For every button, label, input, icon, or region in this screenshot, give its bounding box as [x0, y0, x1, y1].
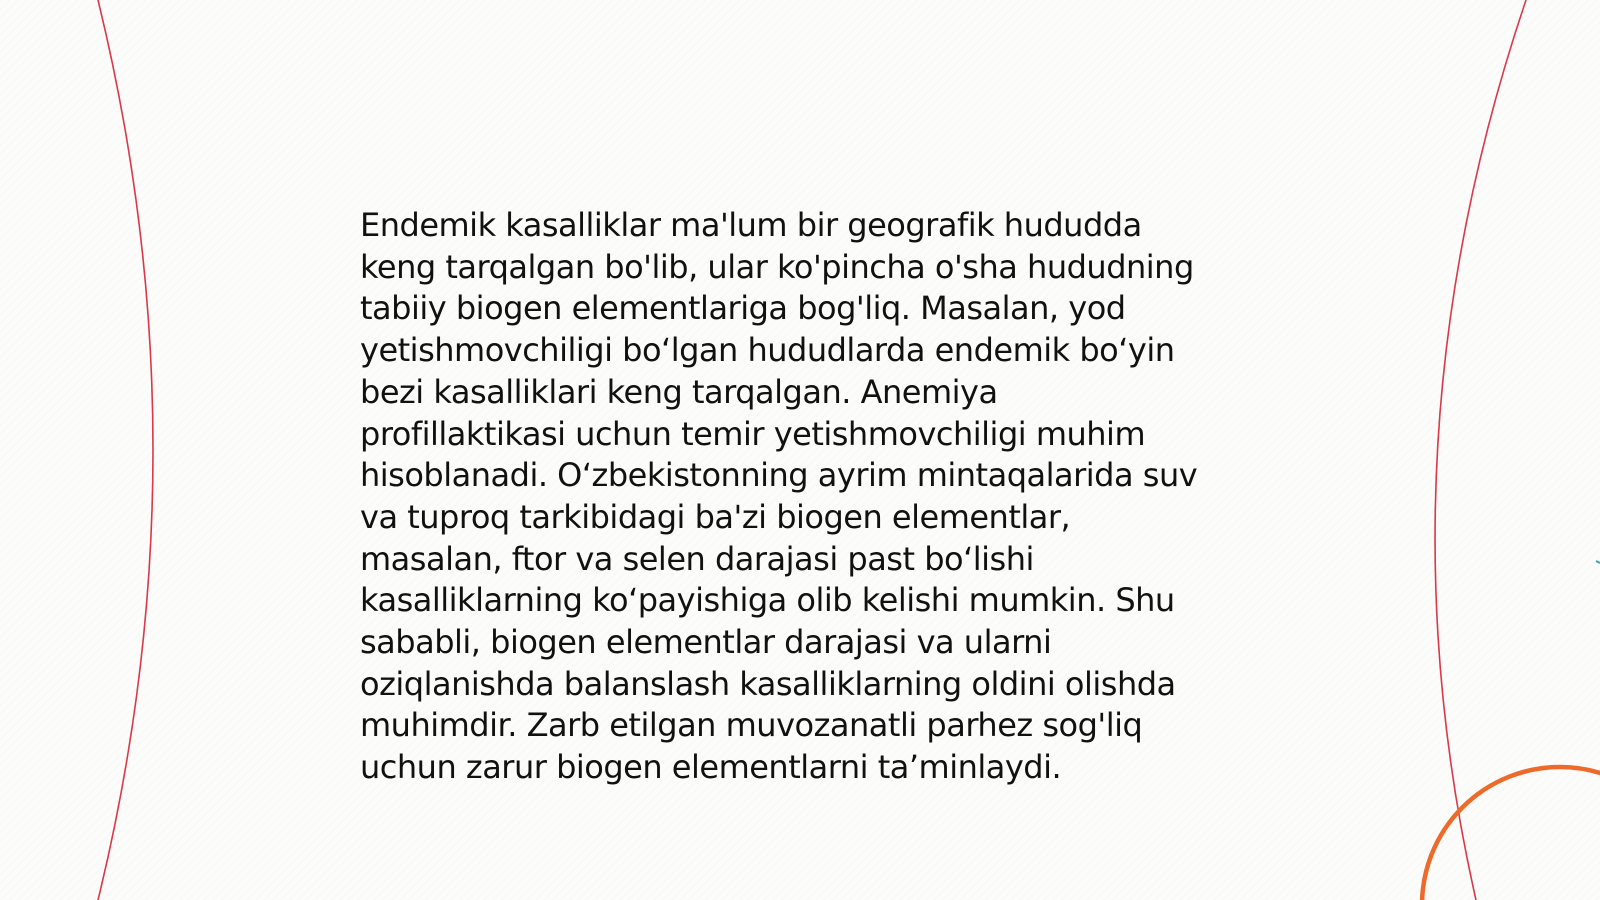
- accent-blue-mark: [1596, 561, 1600, 563]
- body-paragraph: [360, 205, 1240, 789]
- paragraph-line: profillaktikasi uchun temir yetishmovchiligi muhim: [360, 414, 1146, 453]
- paragraph-line: kasalliklarning ko‘payishiga olib kelishi mumkin. Shu: [360, 581, 1175, 620]
- paragraph-line: oziqlanishda balanslash kasalliklarning oldini olishda: [360, 664, 1176, 703]
- paragraph-line: masalan, ftor va selen darajasi past bo‘lishi: [360, 539, 1034, 578]
- paragraph-line: sababli, biogen elementlar darajasi va ularni: [360, 623, 1052, 662]
- paragraph-line: hisoblanadi. O‘zbekistonning ayrim mintaqalarida suv: [360, 456, 1198, 495]
- paragraph-line: Endemik kasalliklar ma'lum bir geografik hududda: [360, 206, 1142, 244]
- paragraph-line: bezi kasalliklari keng tarqalgan. Anemiya: [360, 372, 998, 411]
- orange-arc: [1422, 767, 1600, 900]
- paragraph-line: uchun zarur biogen elementlarni ta’minlaydi.: [360, 748, 1062, 787]
- paragraph-line: va tuproq tarkibidagi ba'zi biogen elementlar,: [360, 497, 1071, 536]
- paragraph-line: keng tarqalgan bo'lib, ular ko'pincha o'sha hududning: [360, 247, 1194, 286]
- left-curve-line: [98, 0, 153, 900]
- right-curve-line: [1435, 0, 1526, 900]
- paragraph-line: tabiiy biogen elementlariga bog'liq. Masalan, yod: [360, 289, 1126, 328]
- paragraph-line: muhimdir. Zarb etilgan muvozanatli parhez sog'liq: [360, 706, 1143, 745]
- paragraph-line: yetishmovchiligi bo‘lgan hududlarda endemik bo‘yin: [360, 331, 1175, 370]
